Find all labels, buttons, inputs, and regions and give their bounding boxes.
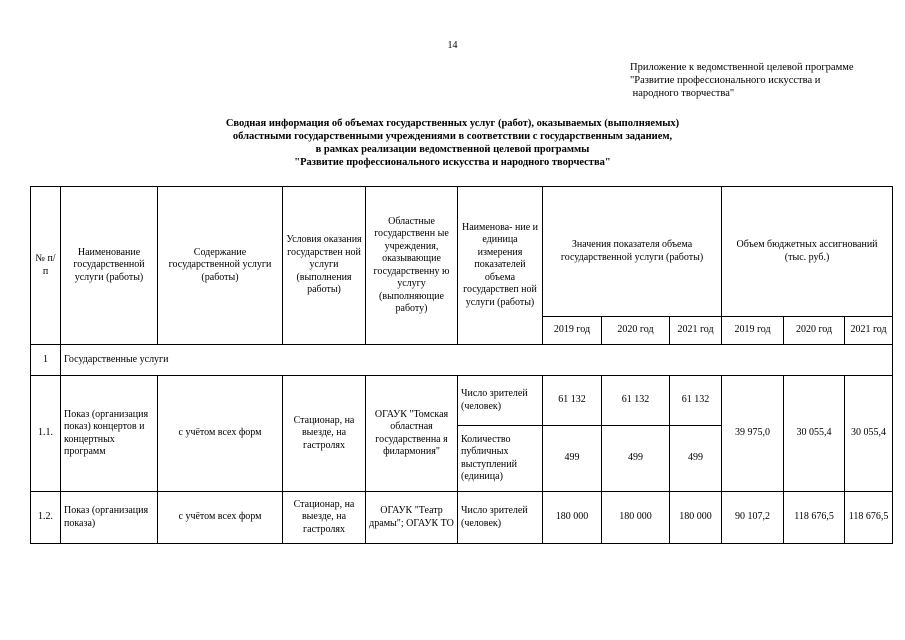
row-indicator: Число зрителей (человек) — [458, 492, 543, 544]
services-table — [30, 186, 893, 544]
header-institutions: Областные государственн ые учреждения, оказывающие государственну ю услугу (выполняющие работу) — [366, 187, 458, 345]
budget-value: 39 975,0 — [722, 376, 784, 492]
header-conditions: Условия оказания государствен ной услуги (выполнения работы) — [283, 187, 366, 345]
title-line: в рамках реализации ведомственной целевой программы — [315, 144, 590, 155]
header-row — [31, 187, 893, 317]
section-label: Государственные услуги — [61, 345, 893, 376]
row-conditions: Стационар, на выезде, на гастролях — [283, 376, 366, 492]
row-indicator: Количество публичных выступлений (единица) — [458, 426, 543, 492]
row-institutions: ОГАУК "Томская областная государственна я филармония" — [366, 376, 458, 492]
appendix-line: народного творчества" — [630, 88, 735, 99]
page-number: 14 — [447, 40, 458, 51]
indicator-value: 180 000 — [670, 492, 722, 544]
header-year: 2021 год — [670, 317, 722, 345]
row-service-name: Показ (организация показ) концертов и концертных программ — [61, 376, 158, 492]
indicator-value: 499 — [602, 426, 670, 492]
row-content: с учётом всех форм — [158, 492, 283, 544]
table-row — [31, 376, 893, 426]
header-service-name: Наименование государственной услуги (работы) — [61, 187, 158, 345]
document-title — [0, 117, 905, 169]
header-indicator: Наименова- ние и единица измерения показателей объема государствеп ной услуги (работы) — [458, 187, 543, 345]
appendix-caption — [630, 61, 900, 100]
header-year: 2019 год — [543, 317, 602, 345]
appendix-line: Приложение к ведомственной целевой программе — [630, 62, 854, 73]
row-institutions: ОГАУК "Театр драмы"; ОГАУК ТО — [366, 492, 458, 544]
budget-value: 30 055,4 — [784, 376, 845, 492]
section-row — [31, 345, 893, 376]
title-line: областными государственными учреждениями в соответствии с государственным заданием, — [232, 131, 673, 142]
indicator-value: 499 — [543, 426, 602, 492]
indicator-value: 180 000 — [543, 492, 602, 544]
row-content: с учётом всех форм — [158, 376, 283, 492]
row-service-name: Показ (организация показа) — [61, 492, 158, 544]
row-num: 1.1. — [31, 376, 61, 492]
row-num: 1.2. — [31, 492, 61, 544]
header-year: 2020 год — [784, 317, 845, 345]
indicator-value: 61 132 — [670, 376, 722, 426]
section-num: 1 — [31, 345, 61, 376]
header-indicator-values: Значения показателя объема государственной услуги (работы) — [543, 187, 722, 317]
indicator-value: 61 132 — [543, 376, 602, 426]
header-year: 2020 год — [602, 317, 670, 345]
indicator-value: 499 — [670, 426, 722, 492]
title-line: Сводная информация об объемах государственных услуг (работ), оказываемых (выполняемых) — [225, 118, 680, 129]
indicator-value: 180 000 — [602, 492, 670, 544]
header-year: 2019 год — [722, 317, 784, 345]
header-num: № п/п — [31, 187, 61, 345]
table-row — [31, 492, 893, 544]
indicator-value: 61 132 — [602, 376, 670, 426]
appendix-line: "Развитие профессионального искусства и — [630, 75, 821, 86]
header-budget: Объем бюджетных ассигнований (тыс. руб.) — [722, 187, 893, 317]
budget-value: 30 055,4 — [845, 376, 893, 492]
budget-value: 118 676,5 — [845, 492, 893, 544]
row-indicator: Число зрителей (человек) — [458, 376, 543, 426]
header-content: Содержание государственной услуги (работы) — [158, 187, 283, 345]
budget-value: 90 107,2 — [722, 492, 784, 544]
header-year: 2021 год — [845, 317, 893, 345]
title-line: "Развитие профессионального искусства и народного творчества" — [294, 157, 611, 168]
row-conditions: Стационар, на выезде, на гастролях — [283, 492, 366, 544]
budget-value: 118 676,5 — [784, 492, 845, 544]
